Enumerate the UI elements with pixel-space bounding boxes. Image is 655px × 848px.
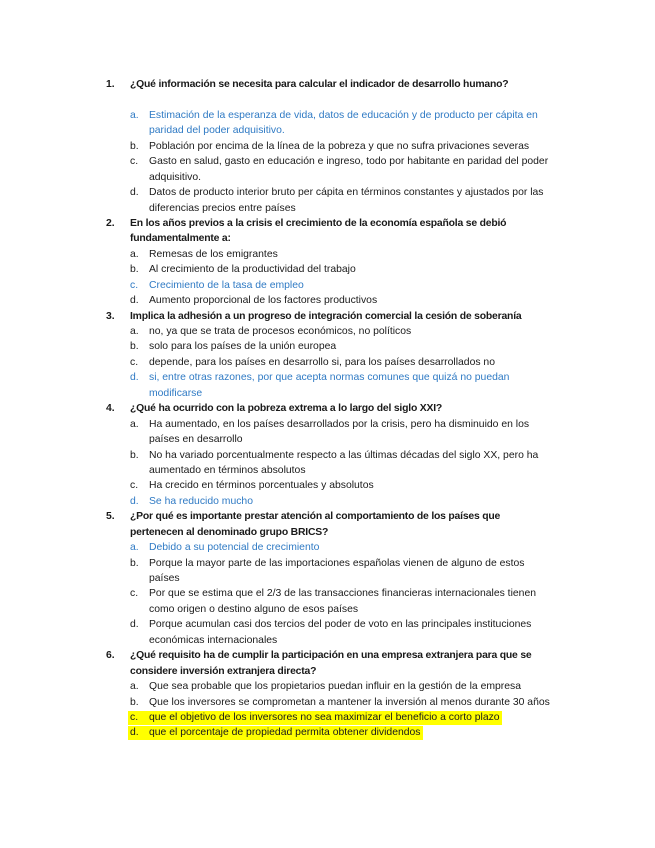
- question-line: [0, 216, 655, 231]
- question-line: [0, 401, 655, 416]
- question-text: ¿Qué requisito ha de cumplir la participación en una empresa extranjera para que se: [130, 650, 532, 662]
- option-text: depende, para los países en desarrollo si, para los países desarrollados no: [149, 356, 495, 368]
- option-line: [0, 679, 655, 694]
- option-letter: c.: [130, 156, 139, 168]
- option-letter: a.: [130, 326, 139, 337]
- option-text: Aumento proporcional de los factores productivos: [149, 295, 378, 307]
- answer-option: [0, 247, 655, 262]
- answer-option: [0, 293, 655, 308]
- option-line: [0, 324, 655, 339]
- option-letter: c.: [130, 711, 139, 723]
- option-letter: c.: [130, 588, 139, 600]
- option-letter: a.: [130, 109, 139, 121]
- option-text: Crecimiento de la tasa de empleo: [149, 279, 304, 291]
- option-line: [0, 602, 655, 617]
- question-text: En los años previos a la crisis el crecimiento de la economía española se debió: [130, 217, 507, 229]
- option-line: [0, 154, 655, 169]
- option-text: si, entre otras razones, por que acepta normas comunes que quizá no puedan: [149, 372, 510, 384]
- option-letter: c.: [130, 356, 139, 368]
- option-text: Gasto en salud, gasto en educación e ingreso, todo por habitante en paridad del poder: [149, 156, 549, 168]
- option-text: solo para los países de la unión europea: [149, 341, 337, 353]
- question-text: Implica la adhesión a un progreso de integración comercial la cesión de soberanía: [130, 310, 522, 322]
- option-text: que el objetivo de los inversores no sea maximizar el beneficio a corto plazo: [149, 711, 500, 723]
- option-line: [0, 355, 655, 370]
- option-letter: a.: [130, 681, 139, 693]
- answer-option: [0, 185, 655, 216]
- answer-option: [0, 710, 655, 725]
- option-text: Población por encima de la línea de la pobreza y que no sufra privaciones severas: [149, 140, 530, 152]
- option-letter: d.: [130, 372, 139, 384]
- question-line: [0, 648, 655, 663]
- option-letter: d.: [130, 187, 139, 199]
- option-text: Que los inversores se comprometan a mantener la inversión al menos durante 30 años: [149, 696, 550, 708]
- option-line: [0, 123, 655, 138]
- option-line: [0, 633, 655, 648]
- question-text: ¿Qué ha ocurrido con la pobreza extrema a lo largo del siglo XXI?: [130, 403, 443, 415]
- option-line: [0, 494, 655, 509]
- option-text: No ha variado porcentualmente respecto a las últimas décadas del siglo XX, pero ha: [149, 449, 539, 461]
- option-text: no, ya que se trata de procesos económicos, no políticos: [149, 326, 412, 337]
- question-text: fundamentalmente a:: [130, 233, 231, 245]
- option-line: [0, 695, 655, 710]
- question-text: considere inversión extranjera directa?: [130, 665, 317, 677]
- option-letter: b.: [130, 140, 139, 152]
- option-text: Debido a su potencial de crecimiento: [149, 542, 320, 554]
- option-text: Porque acumulan casi dos tercios del poder de voto en las principales instituciones: [149, 619, 532, 631]
- option-line: [0, 448, 655, 463]
- option-text: Al crecimiento de la productividad del trabajo: [149, 264, 356, 276]
- option-letter: b.: [130, 696, 139, 708]
- option-letter: d.: [130, 295, 139, 307]
- spacer: [0, 92, 655, 107]
- option-line: [0, 556, 655, 571]
- option-text: aumentado en términos absolutos: [149, 464, 306, 476]
- answer-option: [0, 556, 655, 587]
- option-line: [0, 170, 655, 185]
- question-number: 4.: [106, 403, 115, 415]
- answer-option: [0, 370, 655, 401]
- question-line: [0, 525, 655, 540]
- question-block: [0, 509, 655, 648]
- question-block: [0, 309, 655, 402]
- option-letter: b.: [130, 557, 139, 569]
- option-letter: c.: [130, 279, 139, 291]
- option-text: paridad del poder adquisitivo.: [149, 125, 285, 137]
- option-letter: b.: [130, 341, 139, 353]
- option-letter: a.: [130, 542, 139, 554]
- option-line: [0, 339, 655, 354]
- question-number: 5.: [106, 511, 115, 523]
- option-text: Ha aumentado, en los países desarrollados por la crisis, pero ha disminuido en los: [149, 418, 530, 430]
- option-line: [0, 370, 655, 385]
- answer-option: [0, 494, 655, 509]
- question-number: 6.: [106, 650, 115, 662]
- option-letter: a.: [130, 418, 139, 430]
- option-line: [0, 201, 655, 216]
- answer-option: [0, 355, 655, 370]
- option-line: [0, 185, 655, 200]
- option-letter: d.: [130, 619, 139, 631]
- answer-option: [0, 725, 655, 740]
- answer-option: [0, 695, 655, 710]
- option-line: [0, 278, 655, 293]
- question-number: 3.: [106, 310, 115, 322]
- answer-option: [0, 679, 655, 694]
- option-line: [0, 540, 655, 555]
- document-page: [0, 77, 655, 741]
- option-line: [0, 108, 655, 123]
- option-text: Porque la mayor parte de las importaciones españolas vienen de alguno de estos: [149, 557, 525, 569]
- answer-option: [0, 540, 655, 555]
- question-block: [0, 77, 655, 216]
- option-text: países: [149, 573, 180, 584]
- question-number: 2.: [106, 217, 115, 229]
- option-letter: c.: [130, 480, 139, 492]
- question-block: [0, 648, 655, 741]
- option-text: como origen o destino alguno de esos países: [149, 603, 359, 615]
- option-letter: d.: [130, 727, 139, 739]
- answer-option: [0, 339, 655, 354]
- answer-option: [0, 154, 655, 185]
- answer-option: [0, 108, 655, 139]
- option-letter: a.: [130, 248, 139, 260]
- answer-option: [0, 617, 655, 648]
- option-text: países en desarrollo: [149, 434, 243, 446]
- option-letter: b.: [130, 264, 139, 276]
- question-number: 1.: [106, 79, 115, 90]
- option-letter: d.: [130, 495, 139, 507]
- option-text: Por que se estima que el 2/3 de las transacciones financieras internacionales tienen: [149, 588, 536, 600]
- option-text: Ha crecido en términos porcentuales y absolutos: [149, 480, 374, 492]
- answer-option: [0, 586, 655, 617]
- option-text: Que sea probable que los propietarios puedan influir en la gestión de la empresa: [149, 681, 521, 693]
- option-text: Estimación de la esperanza de vida, datos de educación y de producto per cápita en: [149, 109, 538, 121]
- answer-option: [0, 139, 655, 154]
- option-letter: b.: [130, 449, 139, 461]
- answer-option: [0, 262, 655, 277]
- option-line: [0, 710, 655, 725]
- option-line: [0, 617, 655, 632]
- option-line: [0, 586, 655, 601]
- option-line: [0, 478, 655, 493]
- answer-option: [0, 448, 655, 479]
- question-line: [0, 509, 655, 524]
- option-text: que el porcentaje de propiedad permita obtener dividendos: [149, 727, 421, 739]
- option-line: [0, 293, 655, 308]
- option-line: [0, 386, 655, 401]
- answer-option: [0, 324, 655, 339]
- question-block: [0, 216, 655, 309]
- question-text: ¿Por qué es importante prestar atención al comportamiento de los países que: [130, 511, 501, 523]
- question-line: [0, 664, 655, 679]
- option-line: [0, 571, 655, 586]
- option-text: modificarse: [149, 387, 203, 399]
- option-text: diferencias precios entre países: [149, 202, 296, 214]
- option-line: [0, 417, 655, 432]
- option-text: Datos de producto interior bruto per cápita en términos constantes y ajustados por las: [149, 187, 544, 199]
- option-text: adquisitivo.: [149, 171, 201, 183]
- option-line: [0, 247, 655, 262]
- option-line: [0, 463, 655, 478]
- option-line: [0, 725, 655, 740]
- question-block: [0, 401, 655, 509]
- option-text: económicas internacionales: [149, 634, 278, 646]
- question-text: pertenecen al denominado grupo BRICS?: [130, 526, 329, 538]
- option-line: [0, 432, 655, 447]
- question-text: ¿Qué información se necesita para calcular el indicador de desarrollo humano?: [130, 79, 509, 90]
- answer-option: [0, 478, 655, 493]
- answer-option: [0, 417, 655, 448]
- option-line: [0, 262, 655, 277]
- answer-option: [0, 278, 655, 293]
- question-line: [0, 77, 655, 92]
- option-text: Remesas de los emigrantes: [149, 248, 278, 260]
- option-text: Se ha reducido mucho: [149, 495, 253, 507]
- question-line: [0, 231, 655, 246]
- option-line: [0, 139, 655, 154]
- question-line: [0, 309, 655, 324]
